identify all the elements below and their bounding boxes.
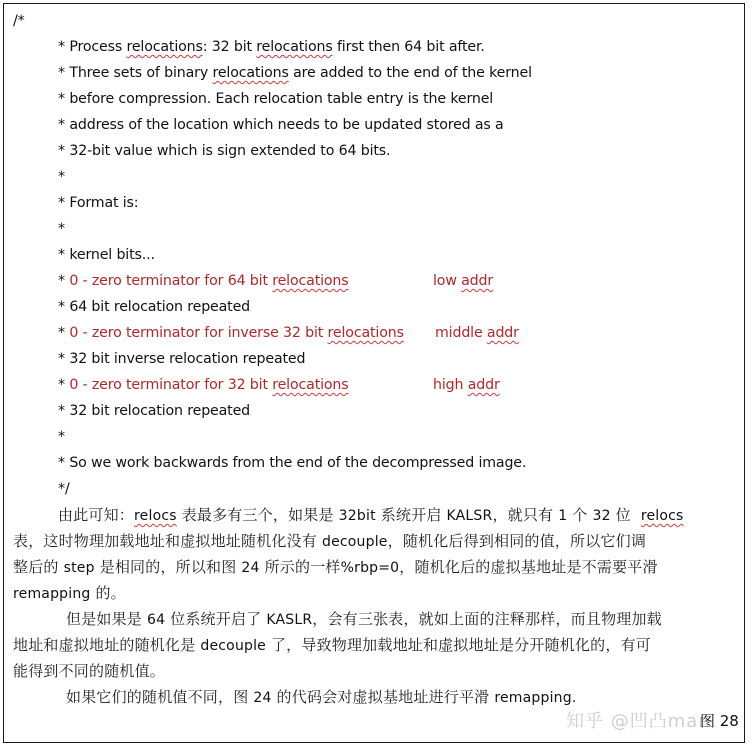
address-note-label: high (433, 377, 468, 393)
comment-line (58, 142, 390, 160)
comment-line (58, 90, 493, 108)
spellcheck-word: relocations (272, 377, 349, 393)
comment-text: Process (69, 39, 127, 55)
spellcheck-word: addr (461, 273, 494, 289)
comment-star: * (58, 377, 70, 393)
comment-text: : 32 bit (202, 39, 257, 55)
paragraph-1-line: 由此可知：relocs 表最多有三个，如果是 32bit 系统开启 KALSR，就只有 1 个 32 位 relocs (58, 506, 684, 524)
comment-text: 32 bit inverse relocation repeated (69, 351, 306, 367)
comment-star: * (58, 299, 70, 315)
comment-star: * (58, 91, 70, 107)
inline-term: remapping. (494, 690, 577, 706)
comment-text: are added to the end of the kernel (288, 65, 532, 81)
comment-star: * (58, 221, 65, 237)
paragraph-2-line: 能得到不同的随机值。 (13, 662, 166, 680)
comment-line (58, 246, 155, 264)
comment-close: */ (58, 481, 70, 497)
comment-line (58, 324, 404, 342)
comment-line (58, 298, 250, 316)
document-frame (3, 3, 745, 743)
spellcheck-word: relocations (256, 39, 333, 55)
comment-star: * (58, 143, 70, 159)
inline-term: relocs (640, 508, 684, 524)
inline-term: remapping (13, 586, 91, 602)
spellcheck-word: relocations (126, 39, 203, 55)
inline-term: 32 (592, 508, 611, 524)
comment-line (58, 64, 532, 82)
comment-star: * (58, 195, 70, 211)
comment-text: address of the location which needs to be updated stored as a (69, 117, 504, 133)
spellcheck-word: relocations (327, 325, 404, 341)
inline-term: decouple (321, 534, 388, 550)
comment-text: before compression. Each relocation table entry is the kernel (69, 91, 494, 107)
spellcheck-word: addr (467, 377, 500, 393)
comment-star: * (58, 429, 65, 445)
comment-text: 32 bit relocation repeated (69, 403, 251, 419)
comment-line (58, 38, 485, 56)
comment-line (58, 428, 65, 446)
comment-text: Three sets of binary (69, 65, 213, 81)
comment-line (58, 350, 305, 368)
paragraph-1-line: 表，这时物理加载地址和虚拟地址随机化没有 decouple，随机化后得到相同的值，所以它们调 (13, 532, 647, 550)
address-note (433, 376, 500, 394)
comment-star: * (58, 65, 70, 81)
inline-term: %rbp=0 (340, 560, 400, 576)
address-note-label: low (433, 273, 462, 289)
inline-term: 32bit (338, 508, 376, 524)
address-note-label: middle (435, 325, 487, 341)
comment-text: kernel bits... (69, 247, 155, 263)
figure-label: 图 28 (700, 712, 739, 730)
comment-text: 0 - zero terminator for 64 bit (69, 273, 273, 289)
comment-line (58, 402, 250, 420)
spellcheck-word: relocations (272, 273, 349, 289)
comment-star: * (58, 117, 70, 133)
paragraph-1-line: 整后的 step 是相同的，所以和图 24 所示的一样%rbp=0，随机化后的虚拟基地址是不需要平滑 (13, 558, 658, 576)
address-note (433, 272, 493, 290)
inline-term: relocs (134, 508, 177, 524)
comment-text: first then 64 bit after. (332, 39, 485, 55)
inline-term: 64 (146, 612, 166, 628)
comment-star: * (58, 39, 70, 55)
comment-text: 0 - zero terminator for inverse 32 bit (69, 325, 328, 341)
inline-term: 1 (558, 508, 568, 524)
comment-star: * (58, 325, 70, 341)
comment-open: /* (13, 13, 25, 29)
paragraph-3-line: 如果它们的随机值不同，图 24 的代码会对虚拟基地址进行平滑 remapping. (66, 688, 577, 706)
comment-line (58, 116, 504, 134)
address-note (435, 324, 519, 342)
comment-line (58, 194, 138, 212)
comment-text: 0 - zero terminator for 32 bit (69, 377, 273, 393)
comment-text: Format is: (69, 195, 139, 211)
comment-line (58, 168, 65, 186)
comment-text: 64 bit relocation repeated (69, 299, 251, 315)
comment-line (58, 272, 349, 290)
inline-term: KALSR (446, 508, 493, 524)
comment-line (58, 220, 65, 238)
comment-star: * (58, 351, 70, 367)
comment-text: So we work backwards from the end of the decompressed image. (69, 455, 527, 471)
comment-text: 32-bit value which is sign extended to 64 bits. (69, 143, 391, 159)
paragraph-2-line: 但是如果是 64 位系统开启了 KASLR，会有三张表，就如上面的注释那样，而且物理加载 (66, 610, 662, 628)
comment-star: * (58, 455, 70, 471)
spellcheck-word: addr (486, 325, 519, 341)
paragraph-2-line: 地址和虚拟地址的随机化是 decouple 了，导致物理加载地址和虚拟地址是分开随机化的，有可 (13, 636, 651, 654)
comment-line (58, 454, 526, 472)
watermark: 知乎 @凹凸man (566, 711, 711, 732)
comment-star: * (58, 403, 70, 419)
comment-line (58, 376, 349, 394)
inline-term: step (63, 560, 95, 576)
paragraph-1-line: remapping 的。 (13, 584, 126, 602)
spellcheck-word: relocations (212, 65, 289, 81)
inline-term: 24 (253, 690, 272, 706)
comment-star: * (58, 169, 65, 185)
comment-star: * (58, 273, 70, 289)
inline-term: 24 (241, 560, 260, 576)
comment-star: * (58, 247, 70, 263)
inline-term: decouple (200, 638, 267, 654)
inline-term: KASLR (266, 612, 313, 628)
